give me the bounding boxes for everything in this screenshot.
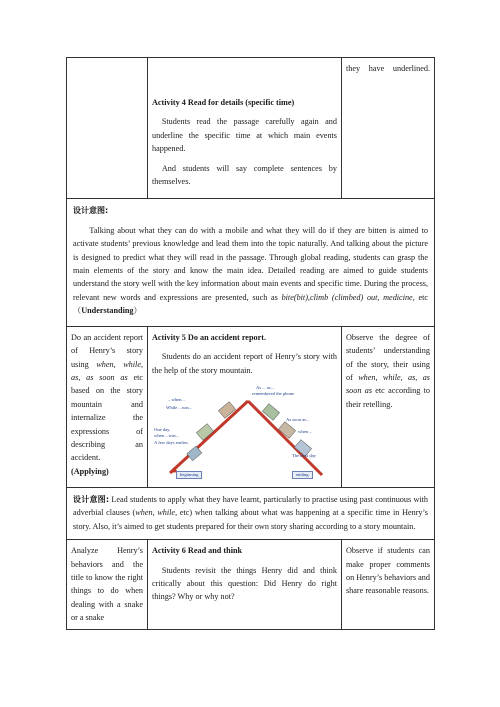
cell-objective-activity6: Analyze Henry’s behaviors and the title to know the right things to do when dealing with a snake or a snake <box>67 540 148 629</box>
thinking-level: (Applying) <box>71 466 109 476</box>
activity4-paragraph-2: And students will say complete sentences by themselves. <box>152 163 337 187</box>
table-row-activity5 <box>67 326 435 487</box>
diagram-label-phone: remembered the phone <box>252 390 295 396</box>
cell-activity5 <box>148 326 342 487</box>
diagram-label-as-soon-as: As soon as... <box>286 416 310 422</box>
table-row-activity4 <box>67 58 435 199</box>
diagram-label-next-day: The next day <box>292 452 316 458</box>
diagram-label-when-was: when ...was... <box>154 432 180 438</box>
diagram-label-when-right: when ... <box>298 428 313 434</box>
design-intent-2 <box>67 487 435 539</box>
diagram-box-beginning: beginning <box>176 471 202 479</box>
assessment-text: they have underlined. <box>346 64 430 73</box>
table-row-design-intent-2 <box>67 487 435 539</box>
activity6-title: Activity 6 Read and think <box>152 546 243 556</box>
design-intent-1 <box>67 199 435 326</box>
lesson-plan-table <box>66 57 435 630</box>
diagram-box-ending: ending <box>292 471 313 479</box>
table-row-activity6 <box>67 540 435 629</box>
activity5-paragraph: Students do an accident report of Henry’s story with the help of the story mountain. <box>152 352 337 375</box>
diagram-label-as-as: As ... as... <box>256 384 275 390</box>
diagram-label-while: While ...was... <box>166 404 193 410</box>
table-row-design-intent-1 <box>67 199 435 326</box>
activity5-title: Activity 5 Do an accident report. <box>152 332 266 342</box>
cell-objective-empty <box>67 58 148 199</box>
diagram-label-few-days: A few days earlier, <box>154 439 189 445</box>
cell-objective-activity5: Do an accident report of Henry’s story using when, while, as, as soon as etc based on the story mountain and internalize the expressions of describing an accident. (Applying) <box>67 326 148 487</box>
design-intent-2-label: 设计意图: <box>73 494 110 504</box>
design-intent-label: 设计意图: <box>73 206 109 216</box>
diagram-label-one-day: One day, <box>154 426 171 432</box>
design-intent-2-text: 设计意图: Lead students to apply what they have learnt, particularly to practise using past continuous with adverbial clauses (when, while, etc) when talking about what was happening at a specific time in Henry’s story. Also, it’s aimed to get students prepared for their own story sharing according to a story mountain. <box>73 494 429 531</box>
cell-activity4 <box>148 58 342 199</box>
diagram-label-when: ...when... <box>168 396 185 402</box>
cell-assessment-continued <box>342 58 435 199</box>
cell-assessment-activity6: Observe if students can make proper comments on Henry’s behaviors and share reasonable reasons. <box>342 540 435 629</box>
cell-activity6 <box>148 540 342 629</box>
assessment-target-words: when, while, as, as soon as <box>346 372 430 396</box>
activity6-paragraph: Students revisit the things Henry did and think critically about this question: Did Henry do right things? Why or why not? <box>152 565 337 602</box>
story-mountain-diagram <box>152 383 338 483</box>
activity4-paragraph-1: Students read the passage carefully again and underline the specific time at which main events happened. <box>152 117 337 154</box>
design-intent-text: Talking about what they can do with a mobile and what they will do if they are bitten is aimed to activate students’ previous knowledge and lead them into the topic naturally. And talking about the picture is designed to predict what they will read in the passage. Through global reading, students can grasp the main elements of the story and know the main idea. Detailed reading are aimed to guide students understand the story well with the key information about main events and specific time. During the process, relevant new words and expressions are presented, such as bite(bit),climb (climbed) out, medicine, etc（Understanding） <box>73 225 428 316</box>
activity4-title: Activity 4 Read for details (specific time) <box>152 98 295 107</box>
cell-assessment-activity5: Observe the degree of students’ understanding of the story, their using of when, while, as, as soon as etc according to their retelling. <box>342 326 435 487</box>
